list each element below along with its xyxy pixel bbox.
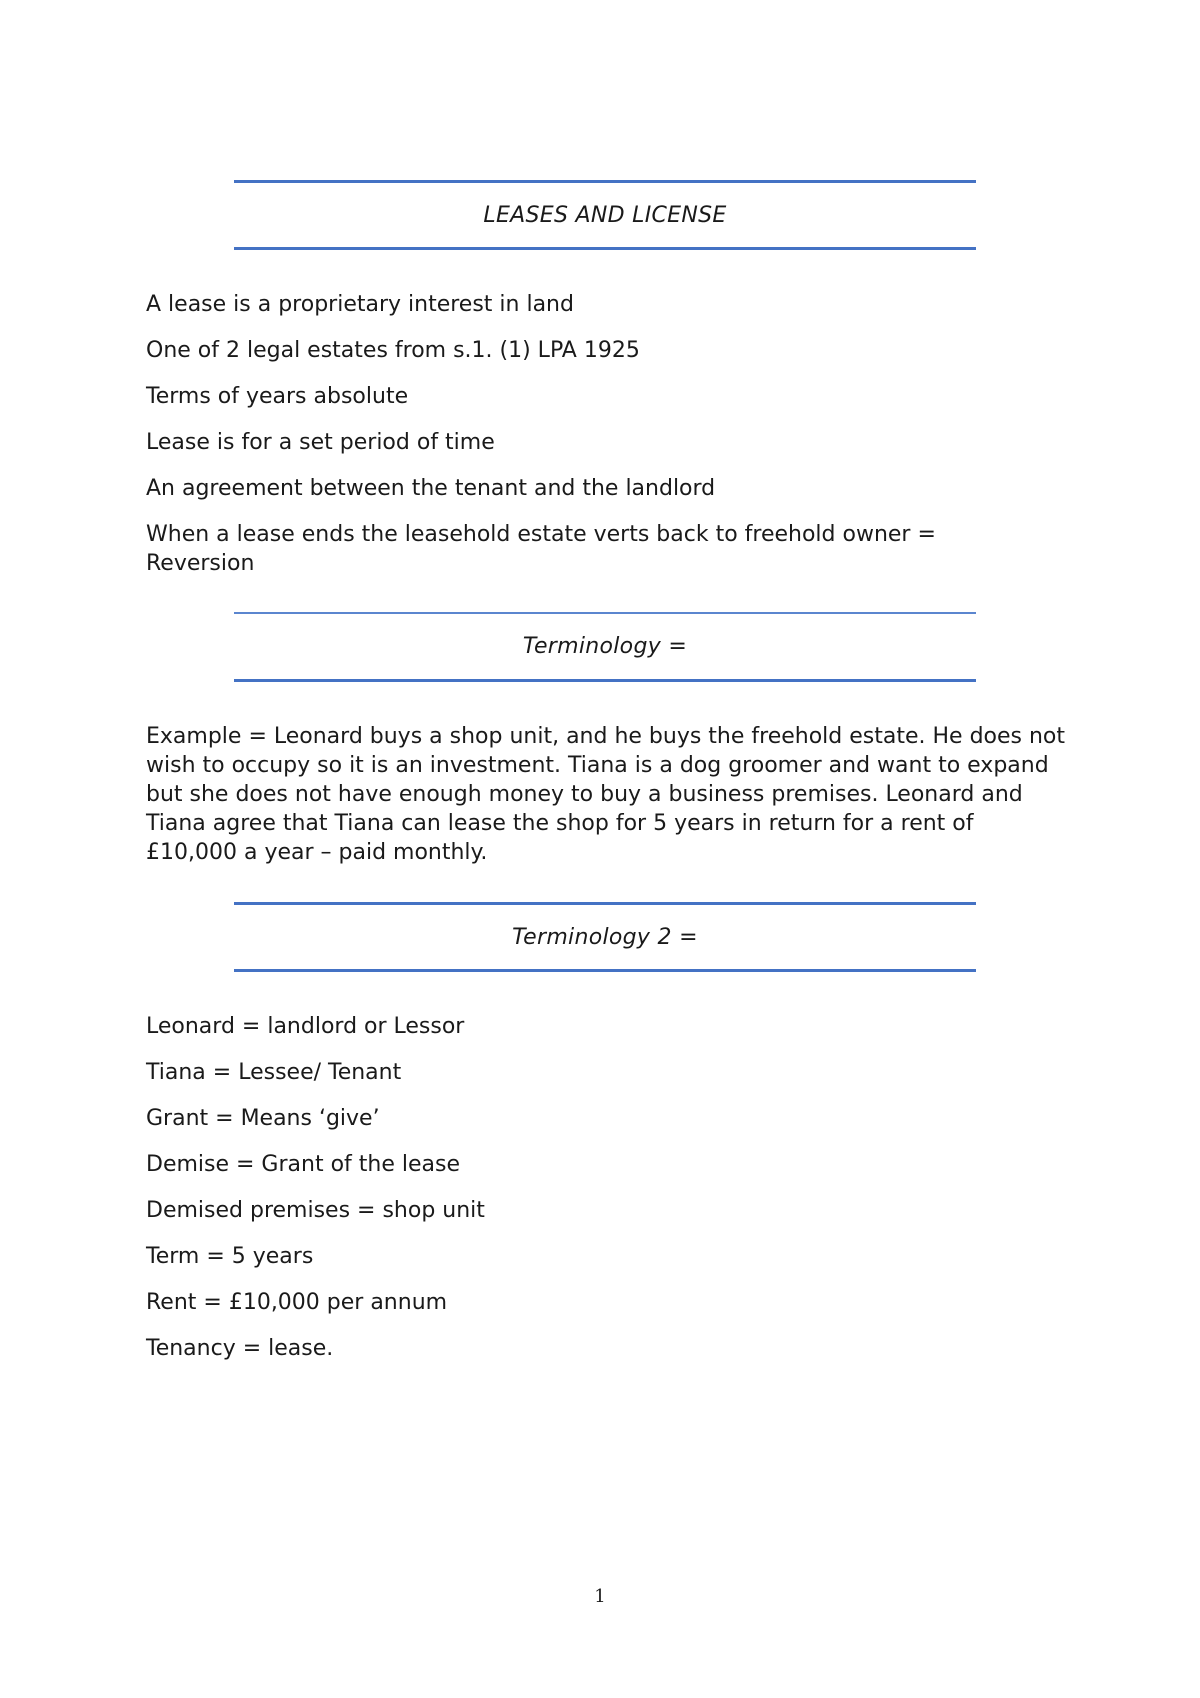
intro-line-6: When a lease ends the leasehold estate verts back to freehold owner = Reversion <box>146 522 936 576</box>
intro-line-4: Lease is for a set period of time <box>146 430 495 455</box>
term-line-8: Tenancy = lease. <box>146 1336 334 1361</box>
document-title: LEASES AND LICENSE <box>483 202 727 228</box>
section-heading-terminology <box>234 612 976 682</box>
intro-line-5: An agreement between the tenant and the landlord <box>146 476 716 501</box>
term-line-5: Demised premises = shop unit <box>146 1198 485 1223</box>
term-line-3: Grant = Means ‘give’ <box>146 1106 380 1131</box>
term-line-7: Rent = £10,000 per annum <box>146 1290 448 1315</box>
term-line-2: Tiana = Lessee/ Tenant <box>146 1060 402 1085</box>
section-heading-text: Terminology 2 = <box>512 924 698 950</box>
section-heading-text: Terminology = <box>522 634 688 659</box>
intro-line-1: A lease is a proprietary interest in land <box>146 292 574 317</box>
intro-line-2: One of 2 legal estates from s.1. (1) LPA 1925 <box>146 338 640 363</box>
intro-line-3: Terms of years absolute <box>146 384 409 409</box>
example-paragraph: Example = Leonard buys a shop unit, and he buys the freehold estate. He does not wish to occupy so it is an investment. Tiana is a dog groomer and want to expand but she does not have enough money to buy a business premises. Leonard and Tiana agree that Tiana can lease the shop for 5 years in return for a rent of £10,000 a year – paid monthly. <box>146 724 1066 865</box>
title-block <box>234 180 976 250</box>
term-line-4: Demise = Grant of the lease <box>146 1152 460 1177</box>
term-line-6: Term = 5 years <box>146 1244 314 1269</box>
page-number: 1 <box>594 1586 606 1607</box>
section-heading-terminology-2 <box>234 902 976 972</box>
term-line-1: Leonard = landlord or Lessor <box>146 1014 465 1039</box>
